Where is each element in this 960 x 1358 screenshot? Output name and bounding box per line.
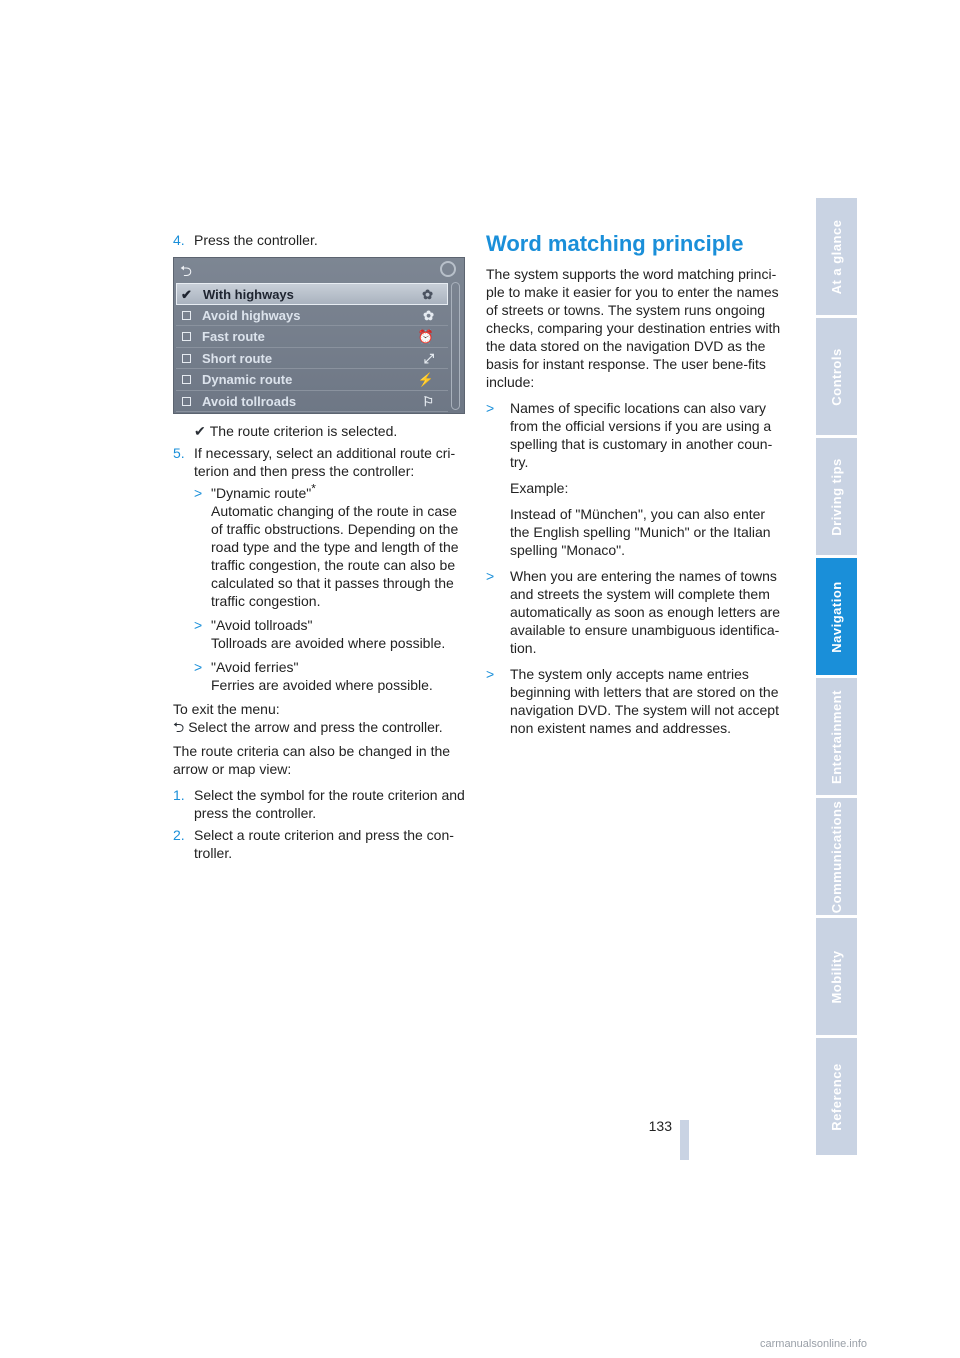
bullet-text: Tollroads are avoided where possible. bbox=[211, 635, 446, 651]
menu-item-label: With highways bbox=[203, 287, 294, 302]
bullet-mark: > bbox=[486, 568, 495, 584]
list-item bbox=[194, 481, 465, 610]
tab-navigation[interactable] bbox=[816, 558, 857, 677]
highway-icon: ✿ bbox=[422, 287, 433, 302]
tab-reference[interactable] bbox=[816, 1038, 857, 1157]
avoid-highway-icon: ✿ bbox=[423, 307, 434, 323]
dynamic-route-icon: ⚡ bbox=[417, 372, 434, 387]
checkbox-icon bbox=[182, 332, 191, 341]
tab-communications[interactable] bbox=[816, 798, 857, 917]
left-column bbox=[173, 231, 465, 866]
right-column bbox=[486, 231, 786, 745]
step-text: If necessary, select an additional route cri-terion and then press the controller: bbox=[194, 445, 456, 479]
bullet-title: "Avoid ferries" bbox=[211, 659, 299, 675]
list-item bbox=[194, 658, 465, 694]
menu-item-short-route[interactable] bbox=[176, 348, 448, 370]
step-text: Press the controller. bbox=[194, 232, 318, 248]
menu-item-label: Fast route bbox=[202, 329, 265, 344]
bullet-mark: > bbox=[194, 659, 203, 675]
tab-label: Navigation bbox=[828, 580, 844, 653]
exit-label: To exit the menu: bbox=[173, 701, 280, 717]
bullet-mark: > bbox=[194, 617, 203, 633]
bullet-text: The system only accepts name entries beginning with letters that are stored on the navigation DVD. The system will not accept non existent names and addresses. bbox=[510, 666, 779, 736]
checkbox-icon bbox=[182, 375, 191, 384]
tab-controls[interactable] bbox=[816, 318, 857, 437]
page-number: 133 bbox=[648, 1118, 672, 1134]
back-arrow-icon: ⮌ bbox=[173, 719, 185, 735]
tab-label: Mobility bbox=[828, 949, 844, 1004]
checkbox-icon bbox=[182, 354, 191, 363]
route-options-list bbox=[194, 481, 465, 694]
clock-icon: ⏰ bbox=[417, 329, 434, 344]
change-intro: The route criteria can also be changed in the arrow or map view: bbox=[173, 743, 451, 777]
footer-watermark: carmanualsonline.info bbox=[760, 1338, 868, 1350]
section-heading: Word matching principle bbox=[486, 231, 744, 256]
menu-item-avoid-highways[interactable] bbox=[176, 305, 448, 327]
bullet-mark: > bbox=[486, 400, 495, 416]
route-criteria-menu bbox=[176, 283, 448, 412]
caption-text: The route criterion is selected. bbox=[209, 423, 398, 439]
step-text: Select the symbol for the route criterion and press the controller. bbox=[194, 787, 465, 821]
step-text: Select a route criterion and press the con-troller. bbox=[194, 827, 454, 861]
step-4 bbox=[173, 231, 465, 249]
bullet-mark: > bbox=[194, 485, 203, 501]
step-number: 5. bbox=[173, 445, 185, 461]
checkbox-checked-icon bbox=[183, 290, 192, 299]
menu-item-label: Dynamic route bbox=[202, 372, 293, 387]
bullet-text: Automatic changing of the route in case of traffic obstructions. Depending on the road type and the type and length of the traffic congestion, the route can also be calculated so that it passes through the traffic congestion. bbox=[211, 503, 459, 609]
controller-knob-icon bbox=[440, 261, 456, 277]
menu-item-dynamic-route[interactable] bbox=[176, 369, 448, 391]
back-arrow-icon: ⮌ bbox=[180, 263, 193, 280]
menu-item-label: Avoid highways bbox=[202, 307, 301, 323]
step-number: 1. bbox=[173, 787, 185, 803]
short-route-icon: ⤢ bbox=[423, 350, 434, 366]
tab-driving-tips[interactable] bbox=[816, 438, 857, 557]
bullet-mark: > bbox=[486, 666, 495, 682]
tab-entertainment[interactable] bbox=[816, 678, 857, 797]
tab-label: Entertainment bbox=[828, 689, 844, 784]
step-number: 4. bbox=[173, 232, 185, 248]
step-5 bbox=[173, 444, 465, 480]
tab-label: Reference bbox=[828, 1062, 844, 1131]
list-item bbox=[486, 399, 786, 559]
exit-instruction bbox=[173, 718, 465, 736]
tab-label: At a glance bbox=[828, 219, 844, 294]
tab-at-a-glance[interactable] bbox=[816, 198, 857, 317]
scrollbar[interactable] bbox=[451, 282, 460, 410]
tollroad-icon: ⚐ bbox=[422, 393, 434, 409]
checkmark-icon: ✔ bbox=[194, 423, 206, 439]
step-number: 2. bbox=[173, 827, 185, 843]
chapter-tabs bbox=[816, 198, 857, 1160]
menu-item-avoid-tollroads[interactable] bbox=[176, 391, 448, 413]
selected-caption bbox=[194, 422, 465, 440]
menu-item-fast-route[interactable] bbox=[176, 326, 448, 348]
bullet-text: When you are entering the names of towns and streets the system will complete them automatically as soon as enough letters are available to ensure unambiguous identifica-tion. bbox=[510, 568, 781, 656]
list-item bbox=[486, 665, 786, 737]
exit-text: Select the arrow and press the controller. bbox=[188, 719, 443, 735]
tab-label: Controls bbox=[828, 347, 844, 406]
example-text: Instead of "München", you can also enter the English spelling "Munich" or the Italian spelling "Monaco". bbox=[510, 506, 771, 558]
menu-item-with-highways[interactable] bbox=[176, 283, 448, 305]
checkbox-icon bbox=[182, 311, 191, 320]
list-item bbox=[486, 567, 786, 657]
step-1 bbox=[173, 786, 465, 822]
checkbox-icon bbox=[182, 397, 191, 406]
menu-item-label: Short route bbox=[202, 350, 273, 366]
asterisk-icon: * bbox=[311, 481, 316, 496]
page-number-bar bbox=[680, 1120, 689, 1160]
screen-topbar bbox=[174, 258, 464, 284]
route-criteria-screen bbox=[173, 257, 465, 414]
bullet-title: "Avoid tollroads" bbox=[211, 617, 313, 633]
intro-paragraph: The system supports the word matching princi-ple to make it easier for you to enter the names of streets or towns. The system runs ongoing checks, comparing your destination entries with the data stored on the navigation DVD as the basis for instant response. The user bene-fits include: bbox=[486, 266, 781, 390]
bullet-text: Names of specific locations can also vary from the official versions if you are using a spelling that is customary in another coun-try. bbox=[510, 400, 773, 470]
bullet-text: Ferries are avoided where possible. bbox=[211, 677, 433, 693]
tab-label: Communications bbox=[828, 800, 844, 913]
list-item bbox=[194, 616, 465, 652]
tab-label: Driving tips bbox=[828, 457, 844, 536]
menu-item-label: Avoid tollroads bbox=[202, 393, 297, 409]
bullet-title: "Dynamic route" bbox=[211, 485, 312, 501]
tab-mobility[interactable] bbox=[816, 918, 857, 1037]
example-label: Example: bbox=[510, 480, 569, 496]
step-2 bbox=[173, 826, 465, 862]
